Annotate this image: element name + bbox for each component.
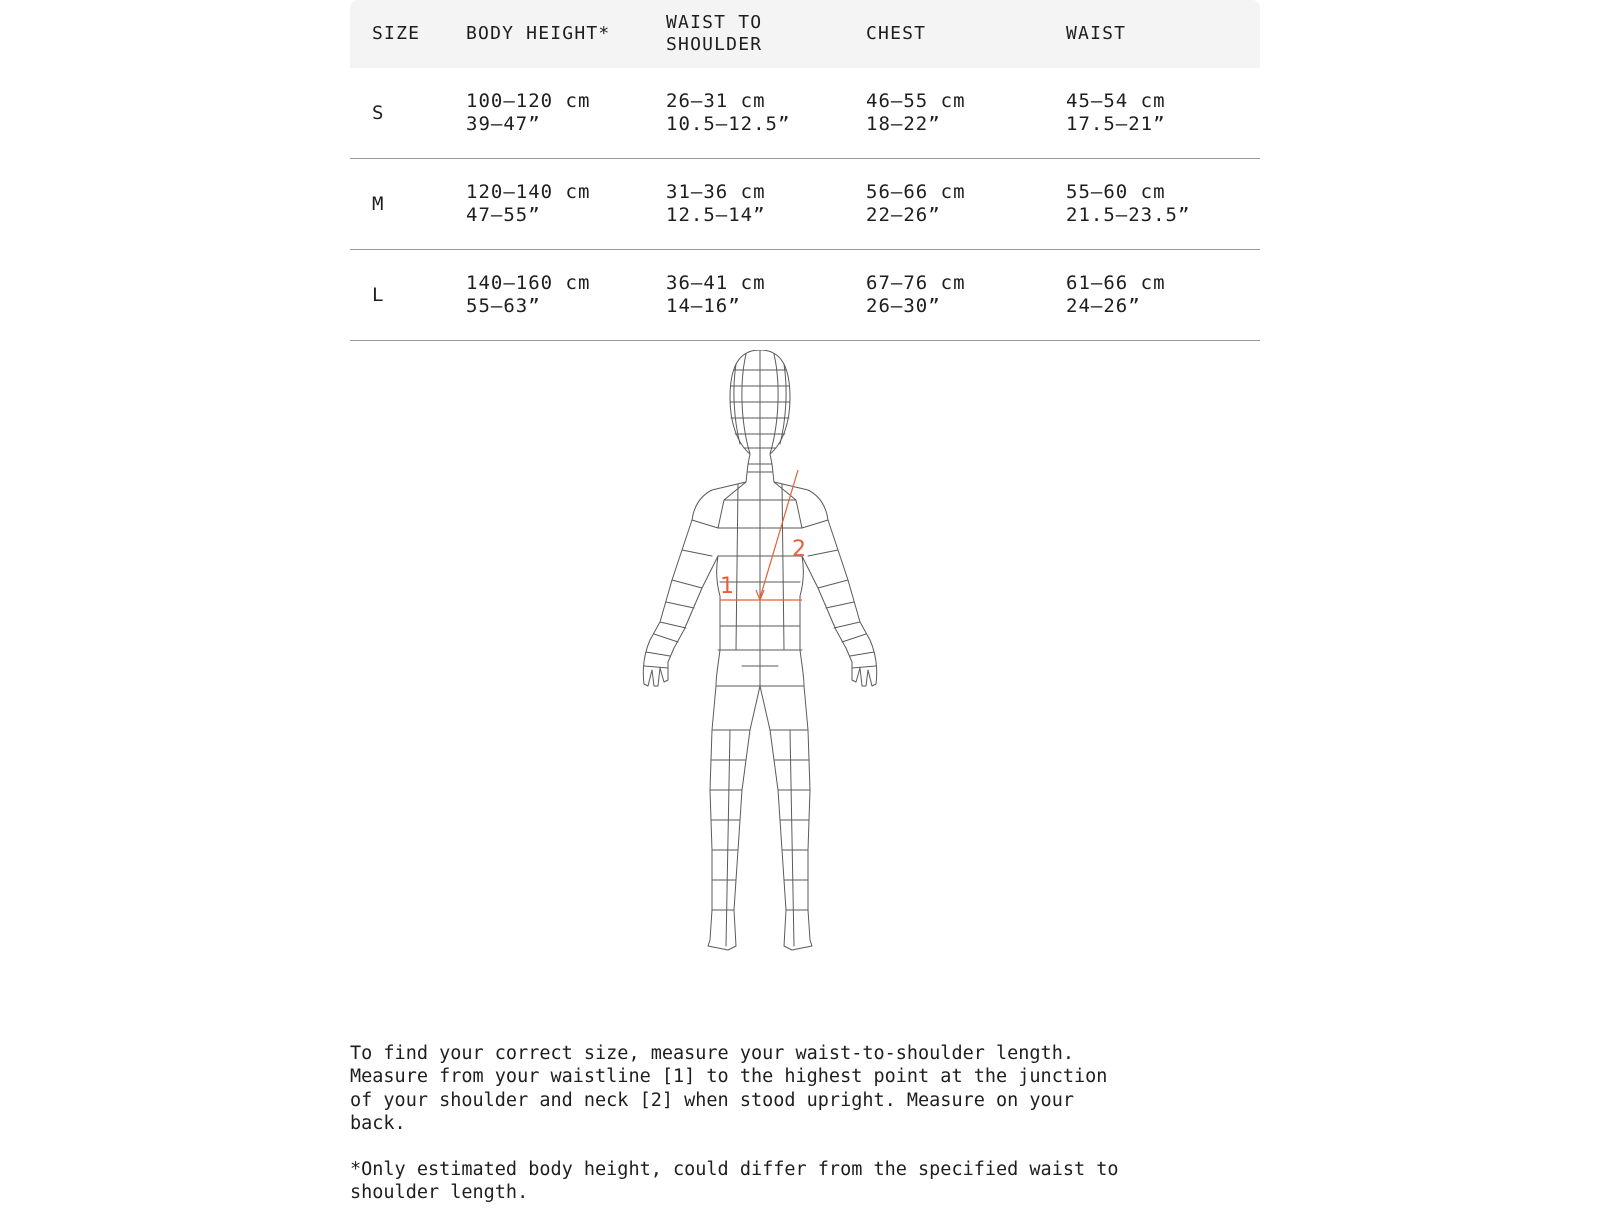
chest-cell: [862, 68, 1062, 159]
mannequin-wireframe: [620, 350, 940, 990]
marker-label-waist: 1: [720, 574, 734, 599]
size-label: L: [350, 250, 462, 341]
body-height-cell: [462, 250, 662, 341]
chest-cm: 46–55 cm: [866, 90, 966, 112]
waist-to-shoulder-in: 14–16”: [666, 295, 741, 317]
chest-in: 22–26”: [866, 204, 941, 226]
size-chart-table: [350, 0, 1260, 341]
chest-cell: [862, 159, 1062, 250]
waist-cm: 45–54 cm: [1066, 90, 1166, 112]
waist-cell: [1062, 250, 1260, 341]
waist-to-shoulder-cm: 31–36 cm: [666, 181, 766, 203]
body-height-cm: 140–160 cm: [466, 272, 591, 294]
header-body-height: BODY HEIGHT*: [466, 23, 611, 44]
size-label: S: [350, 68, 462, 159]
chest-in: 26–30”: [866, 295, 941, 317]
body-height-in: 39–47”: [466, 113, 541, 135]
chest-cm: 56–66 cm: [866, 181, 966, 203]
head-grid: [734, 350, 786, 464]
chest-cm: 67–76 cm: [866, 272, 966, 294]
left-arm: [650, 520, 718, 648]
right-hand: [846, 640, 877, 686]
waist-to-shoulder-cell: [662, 250, 862, 341]
header-size: SIZE: [372, 23, 421, 44]
chest-in: 18–22”: [866, 113, 941, 135]
neck: [746, 464, 774, 482]
left-hand-grid: [644, 652, 670, 668]
waist-in: 24–26”: [1066, 295, 1141, 317]
chest-cell: [862, 250, 1062, 341]
waist-to-shoulder-cm: 26–31 cm: [666, 90, 766, 112]
waist-cm: 55–60 cm: [1066, 181, 1166, 203]
waist-in: 21.5–23.5”: [1066, 204, 1191, 226]
header-waist-to-shoulder: [662, 0, 862, 68]
body-height-in: 47–55”: [466, 204, 541, 226]
body-height-in: 55–63”: [466, 295, 541, 317]
waist-cm: 61–66 cm: [1066, 272, 1166, 294]
waist-in: 17.5–21”: [1066, 113, 1166, 135]
body-height-cell: [462, 159, 662, 250]
measurement-instructions: To find your correct size, measure your waist-to-shoulder length. Measure from your waistline [1] to the highest point at the junction of your shoulder and neck [2] when stood upright. Measure on your back.: [350, 1043, 1108, 1134]
size-label: M: [350, 159, 462, 250]
table-row-s: [350, 68, 1260, 159]
header-waist: WAIST: [1066, 23, 1127, 44]
body-height-cm: 120–140 cm: [466, 181, 591, 203]
right-hand-grid: [850, 652, 876, 668]
header-chest: CHEST: [866, 23, 927, 44]
body-height-cm: 100–120 cm: [466, 90, 591, 112]
body-height-footnote: *Only estimated body height, could differ from the specified waist to shoulder length.: [350, 1159, 1119, 1204]
waist-to-shoulder-in: 10.5–12.5”: [666, 113, 791, 135]
right-arm: [802, 520, 870, 648]
header-waist-to-shoulder-label: WAIST TO SHOULDER: [666, 12, 763, 55]
shoulder-to-waist-marker: [760, 470, 798, 598]
body-height-cell: [462, 68, 662, 159]
table-header-row: [350, 0, 1260, 68]
left-hand: [643, 640, 674, 686]
waist-to-shoulder-in: 12.5–14”: [666, 204, 766, 226]
table-row-l: [350, 250, 1260, 341]
waist-to-shoulder-cell: [662, 68, 862, 159]
marker-label-shoulder: 2: [792, 537, 806, 562]
waist-to-shoulder-cell: [662, 159, 862, 250]
waist-cell: [1062, 68, 1260, 159]
table-row-m: [350, 159, 1260, 250]
leg-grid: [710, 730, 810, 946]
waist-cell: [1062, 159, 1260, 250]
body-measurement-figure: [620, 350, 940, 990]
waist-to-shoulder-cm: 36–41 cm: [666, 272, 766, 294]
